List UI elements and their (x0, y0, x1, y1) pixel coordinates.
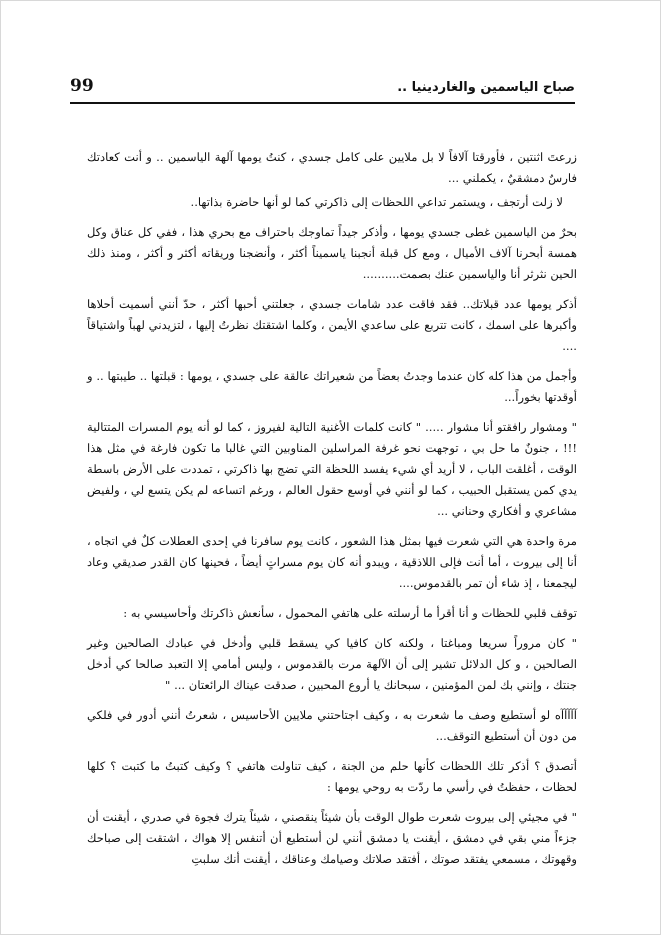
paragraph: " كان مروراً سريعا ومباغتا ، ولكنه كان كافيا كي يسقط قلبي وأدخل في عبادك الصالحين وغير الصالحين ، و كل الدلائل تشير إلى أن الآلهة مرت بالقدموس ، وليس أمامي إلا التعبد صالحا كي أدخل جنتك ، وإنني بك لمن المؤمنين ، سبحانك يا أروع المحبين ، صدقت عيناك الرائعتان ... " (87, 636, 577, 692)
paragraph: مرة واحدة هي التي شعرت فيها بمثل هذا الشعور ، كانت يوم سافرنا في إحدى العطلات كلٌ في اتجاه ، أنا إلى بيروت ، أما أنت فإلى اللاذقية ، ويبدو أنه كان يوم مسراتٍ أيضاً ، فحينها كان القدر صديقي وعاد ليجمعنا ، إذ شاء أن تمر بالقدموس.... (87, 534, 577, 590)
paragraph: أذكر يومها عدد قبلاتك.. فقد فاقت عدد شامات جسدي ، جعلتني أحبها أكثر ، حدّ أنني أسميت أحلاها وأكبرها على اسمك ، كانت تتربع على ساعدي الأيمن ، وكلما اشتقتك نظرتُ إليها ، لتزيدني لهباً واشتياقاً .... (87, 297, 577, 353)
paragraph: لا زلت أرتجف ، ويستمر تداعي اللحظات إلى ذاكرتي كما لو أنها حاضرة بذاتها.. (190, 195, 563, 209)
running-title: صباح الياسمين والغاردينيا .. (397, 80, 575, 95)
paragraph: " في مجيئي إلى بيروت شعرت طوال الوقت بأن شيئاً ينقصني ، شيئاً يترك فجوة في صدري ، أيقنت أن جزءاً مني بقي في دمشق ، أيقنت يا دمشق أنني لن أستطيع أن أتنفس إلا هواك ، اشتقت إلى صباحك وقهوتك ، مسمعي يفتقد صوتك ، أفتقد صلاتك وصيامك وعناقك ، أيقنت أنك سلبتِ (87, 810, 577, 866)
paragraph: آآآآآه لو أستطيع وصف ما شعرت به ، وكيف اجتاحتني ملايين الأحاسيس ، شعرتُ أنني أدور في فلكي من دون أن أستطيع التوقف... (87, 708, 577, 743)
paragraph: توقف قلبي للحظات و أنا أقرأ ما أرسلته على هاتفي المحمول ، سأنعش ذاكرتك وأحاسيسي به : (123, 606, 577, 620)
paragraph: أتصدق ؟ أذكر تلك اللحظات كأنها حلم من الجنة ، كيف تناولت هاتفي ؟ وكيف كتبتُ ما كتبت ؟ كلها لحظات ، حفظتُ في رأسي ما ردّت به روحي يومها : (87, 759, 577, 794)
page-number: 99 (70, 76, 94, 96)
paragraph: بحرٌ من الياسمين غطى جسدي يومها ، وأذكر جيداً تماوجك باحتراف مع بحري هذا ، ففي كل عناق وكل همسة أبحرنا آلاف الأميال ، ومع كل قبلة أنجبنا ياسميناً أكثر ، وأنضجنا وريقاته أكثر و أكثر ، ومنذ ذلك الحين نثرثر أنا والياسمين عنك بصمت.......... (87, 225, 577, 281)
body-text (87, 147, 577, 879)
page-header (70, 78, 575, 104)
paragraph: وأجمل من هذا كله كان عندما وجدتُ بعضاً من شعيراتك عالقة على جسدي ، يومها : قبلتها .. طيبتها .. و أوقدتها بخوراً... (87, 369, 577, 404)
paragraph: زرعتَ اثنتين ، فأورقتا آلافاً لا بل ملايين على كامل جسدي ، كنتُ يومها آلهة الياسمين .. و أنت كعادتك فارسٌ دمشقيٌ ، يكملني ... (87, 150, 577, 185)
paragraph: " ومشوار رافقتو أنا مشوار ..... " كانت كلمات الأغنية التالية لفيروز ، كما لو أنه يوم المسرات المتتالية !!! ، جنونٌ ما حل بي ، توجهت نحو غرفة المراسلين المناوبين التي غالبا ما تكون فارغة في مثل هذا الوقت ، أغلقت الباب ، لا أريد أي شيء يفسد اللحظة التي تضج بها ذاكرتي ، تمددت على الأرض باسطة يدي كمن يستقبل الحبيب ، كما لو أنني في أوسع حقول العالم ، ورغم اتساعه لم يكن يتسع لي ، ولفيض مشاعري و أفكاري وحناني ... (87, 420, 577, 518)
